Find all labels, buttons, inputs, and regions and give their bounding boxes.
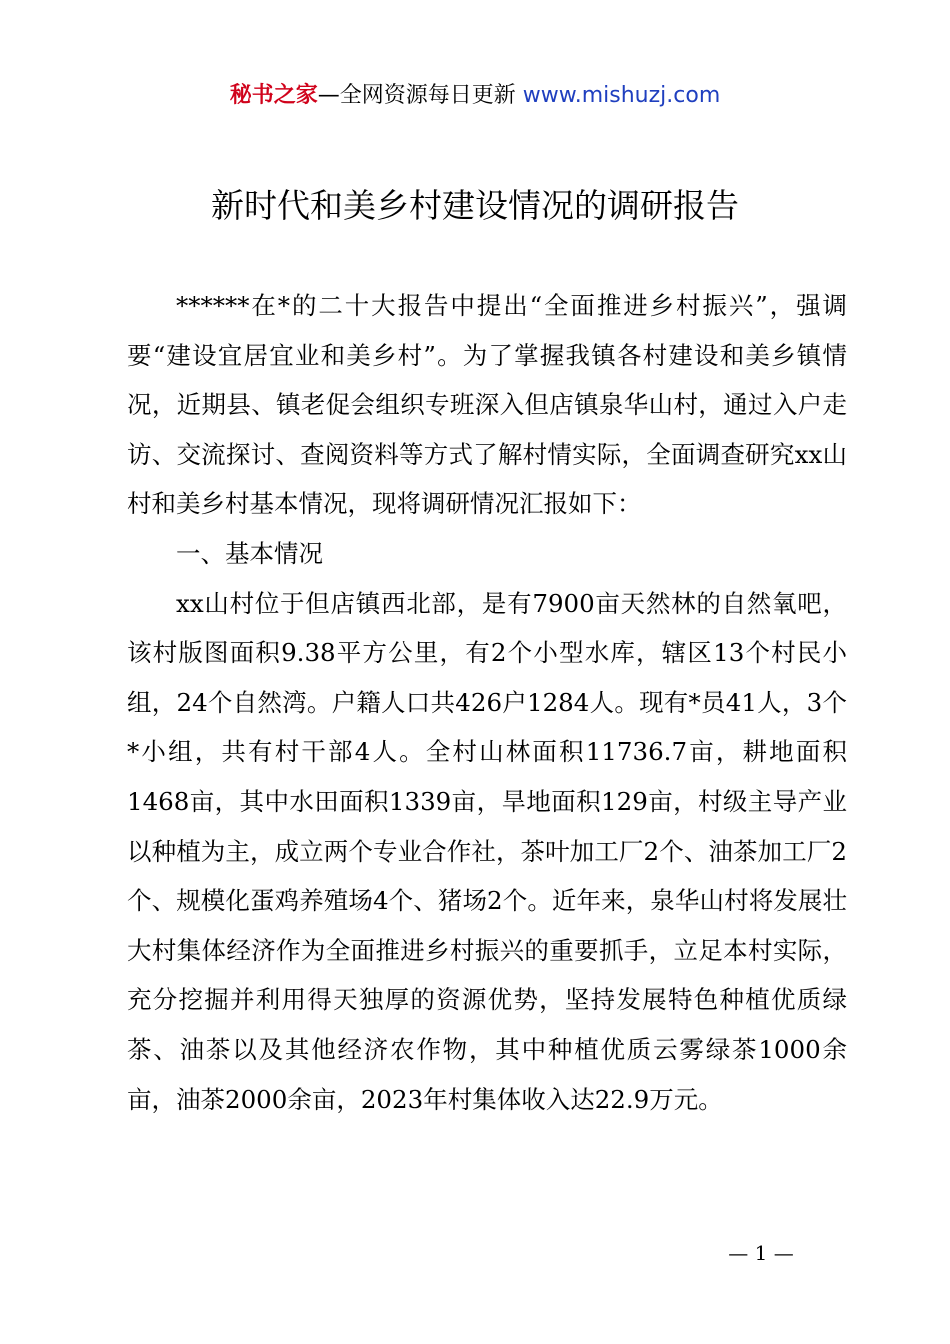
document-body xyxy=(127,281,847,1124)
site-url-link[interactable]: www.mishuzj.com xyxy=(522,83,721,108)
header-tagline: —全网资源每日更新 xyxy=(317,83,516,108)
document-title: 新时代和美乡村建设情况的调研报告 xyxy=(211,186,739,225)
section-heading-basic-info: 一、基本情况 xyxy=(176,538,323,568)
brand-name: 秘书之家 xyxy=(229,83,318,108)
site-header xyxy=(0,78,950,114)
page-number: — 1 — xyxy=(728,1241,794,1265)
intro-paragraph: ******在*的二十大报告中提出“全面推进乡村振兴”，强调要“建设宜居宜业和美乡村”。为了掌握我镇各村建设和美乡镇情况，近期县、镇老促会组织专班深入但店镇泉华山村，通过入户走访、交流探讨、查阅资料等方式了解村情实际，全面调查研究xx山村和美乡村基本情况，现将调研情况汇报如下： xyxy=(127,291,847,519)
basic-info-paragraph: xx山村位于但店镇西北部，是有7900亩天然林的自然氧吧，该村版图面积9.38平方公里，有2个小型水库，辖区13个村民小组，24个自然湾。户籍人口共426户1284人。现有*员41人，3个*小组，共有村干部4人。全村山林面积11736.7亩，耕地面积1468亩，其中水田面积1339亩，旱地面积129亩，村级主导产业以种植为主，成立两个专业合作社，茶叶加工厂2个、油茶加工厂2个、规模化蛋鸡养殖场4个、猪场2个。近年来，泉华山村将发展壮大村集体经济作为全面推进乡村振兴的重要抓手，立足本村实际，充分挖掘并利用得天独厚的资源优势，坚持发展特色种植优质绿茶、油茶以及其他经济农作物，其中种植优质云雾绿茶1000余亩，油茶2000余亩，2023年村集体收入达22.9万元。 xyxy=(127,588,847,1114)
